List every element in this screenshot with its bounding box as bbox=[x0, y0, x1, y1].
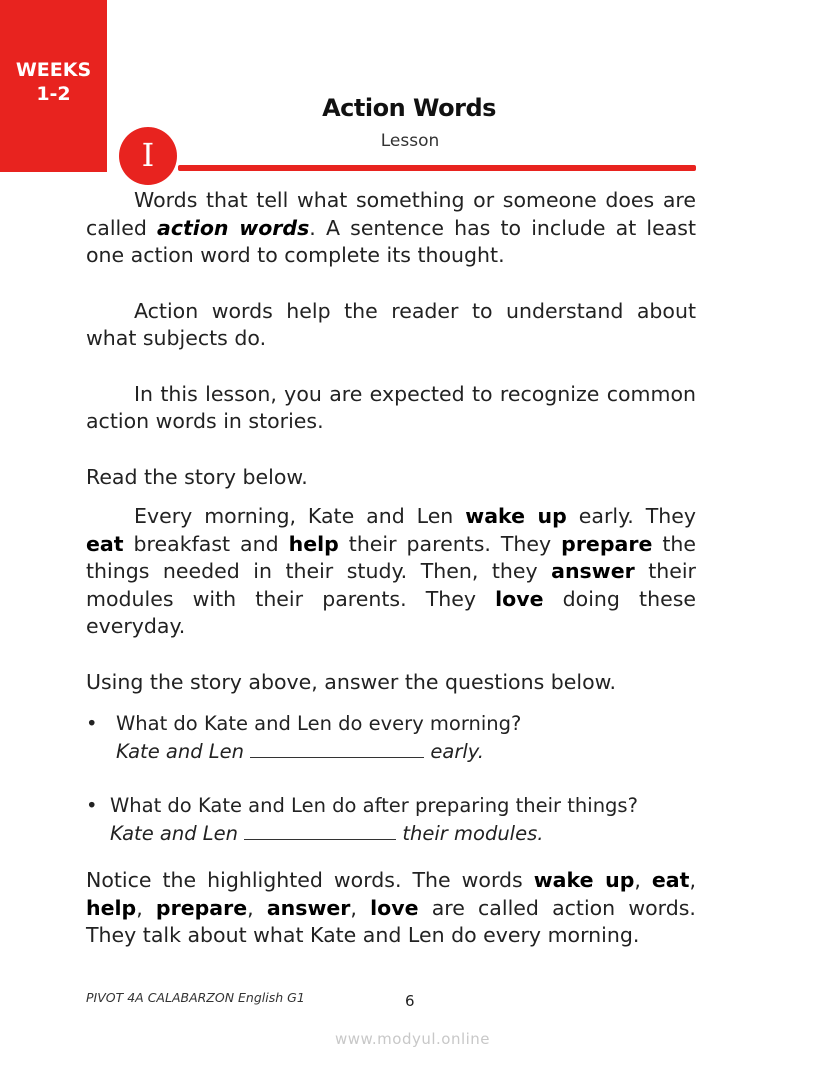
story-text: Every morning, Kate and Len bbox=[134, 504, 466, 528]
story-text: early. They bbox=[566, 504, 696, 528]
purpose-paragraph: Action words help the reader to understand about what subjects do. bbox=[86, 298, 696, 350]
story-paragraph bbox=[86, 503, 696, 641]
read-instruction: Read the story below. bbox=[86, 464, 308, 489]
story-text: their modules with their parents. They bbox=[86, 559, 696, 611]
footer-source: PIVOT 4A CALABARZON English G1 bbox=[86, 990, 305, 1005]
questions-instruction: Using the story above, answer the questions below. bbox=[86, 669, 617, 694]
highlight-word: wake up bbox=[465, 504, 567, 528]
answer-1-line bbox=[116, 738, 696, 766]
intro-text-end: . A sentence has to include at least one action word to complete its thought. bbox=[86, 215, 696, 267]
intro-text: Words that tell what something or someone does are called bbox=[86, 188, 696, 240]
highlight-word: prepare bbox=[561, 531, 653, 556]
page-number: 6 bbox=[405, 992, 415, 1010]
highlight-word: love bbox=[370, 895, 419, 920]
notice-sep: , bbox=[350, 895, 371, 920]
weeks-tab bbox=[0, 0, 107, 172]
answer-2-blank[interactable] bbox=[244, 821, 396, 840]
story-text: doing these everyday. bbox=[86, 586, 696, 638]
notice-paragraph bbox=[86, 867, 696, 950]
notice-sep: , bbox=[136, 895, 156, 920]
highlight-word: wake up bbox=[533, 868, 635, 892]
question-2 bbox=[86, 792, 696, 847]
notice-text: Notice the highlighted words. The words bbox=[86, 868, 534, 892]
header-rule bbox=[178, 165, 696, 171]
bullet-icon: • bbox=[86, 794, 98, 817]
highlight-word: answer bbox=[551, 559, 635, 583]
site-watermark: www.modyul.online bbox=[334, 1030, 491, 1048]
bullet-icon: • bbox=[86, 712, 98, 735]
story-text: breakfast and bbox=[123, 531, 289, 556]
notice-sep: , bbox=[247, 895, 267, 920]
highlight-word: eat bbox=[651, 868, 690, 892]
story-text: the things needed in their study. Then, they bbox=[86, 531, 696, 583]
highlight-word: prepare bbox=[155, 895, 248, 920]
question-1-text: What do Kate and Len do every morning? bbox=[116, 712, 522, 735]
highlight-word: answer bbox=[266, 895, 351, 920]
page-title: Action Words bbox=[322, 94, 496, 122]
notice-text-end: are called action words. They talk about what Kate and Len do every morning. bbox=[86, 895, 696, 947]
question-2-text: What do Kate and Len do after preparing their things? bbox=[110, 794, 638, 817]
weeks-range: 1-2 bbox=[36, 83, 71, 105]
answer-2-line bbox=[110, 820, 696, 848]
answer-1-suffix: early. bbox=[424, 739, 484, 763]
answer-1-prefix: Kate and Len bbox=[116, 739, 251, 763]
answer-1-blank[interactable] bbox=[250, 739, 424, 758]
weeks-label: WEEKS bbox=[15, 59, 92, 81]
answer-2-prefix: Kate and Len bbox=[110, 821, 245, 845]
answer-2-suffix: their modules. bbox=[396, 821, 544, 845]
story-text: their parents. They bbox=[338, 531, 562, 556]
notice-sep: , bbox=[634, 868, 652, 892]
action-words-term: action words bbox=[157, 215, 310, 240]
intro-paragraph bbox=[86, 187, 696, 270]
highlight-word: help bbox=[86, 895, 137, 920]
section-badge: I bbox=[119, 127, 177, 185]
lesson-content bbox=[86, 187, 696, 950]
notice-sep: , bbox=[689, 868, 696, 892]
page-subtitle: Lesson bbox=[380, 131, 440, 151]
objective-paragraph: In this lesson, you are expected to recognize common action words in stories. bbox=[86, 381, 696, 433]
highlight-word: love bbox=[495, 586, 544, 611]
question-1 bbox=[86, 710, 696, 765]
highlight-word: eat bbox=[86, 531, 124, 556]
highlight-word: help bbox=[288, 531, 339, 556]
